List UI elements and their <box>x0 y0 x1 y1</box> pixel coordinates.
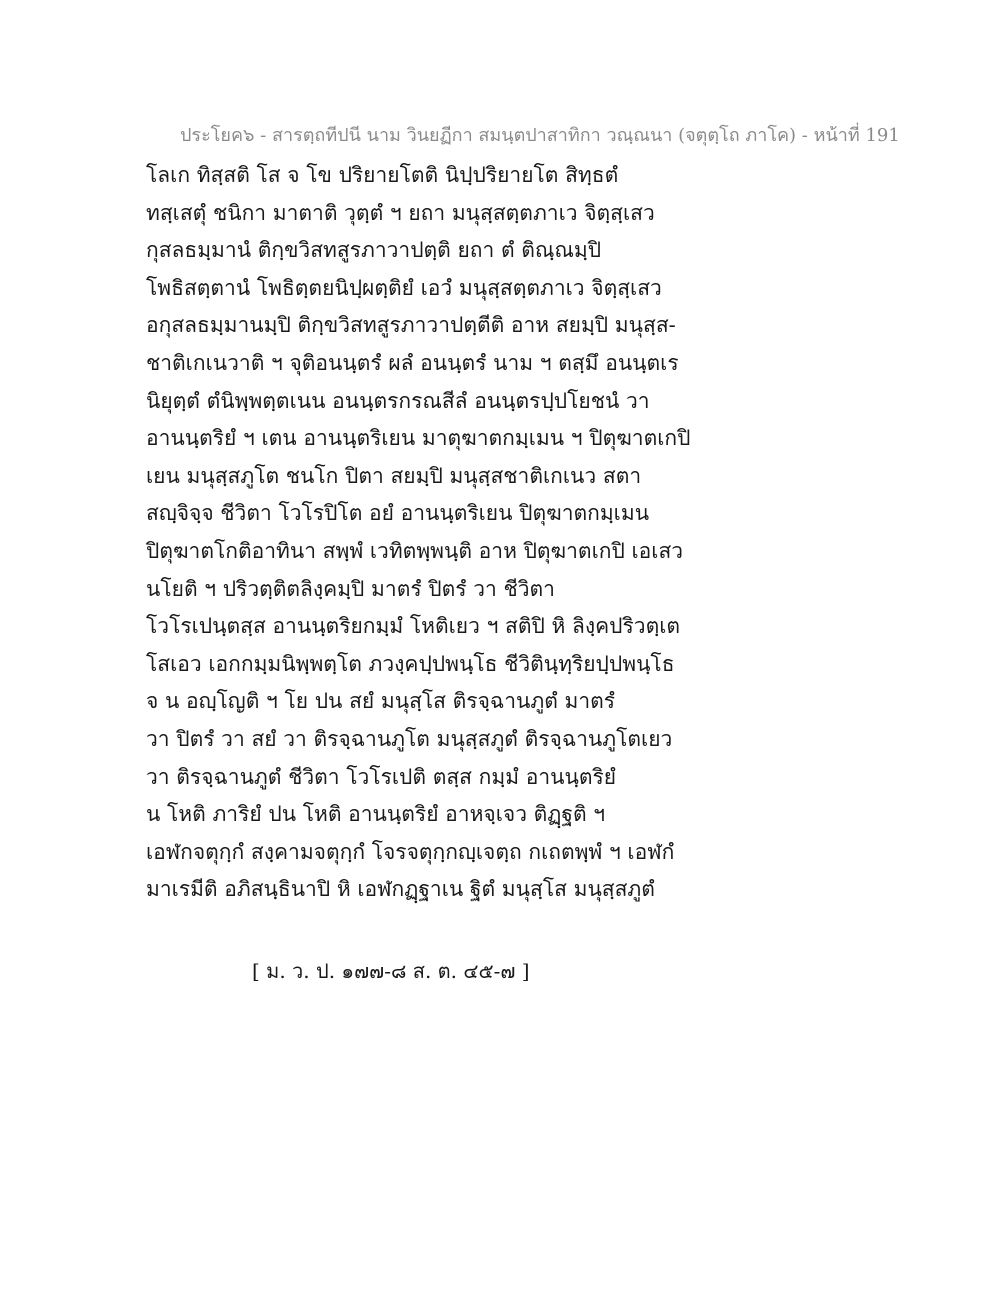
text-line: โสเอว เอกกมฺมนิพฺพตฺโต ภวงฺคปฺปพนฺโธ ชีวิตินฺทฺริยปฺปพนฺโธ <box>146 651 675 676</box>
text-line: อานนฺตริยํ ฯ เตน อานนฺตริเยน มาตุฆาตกมฺเมน ฯ ปิตุฆาตเกปิ <box>146 426 691 451</box>
text-line: ทสฺเสตุํ ชนิกา มาตาติ วุตฺตํ ฯ ยถา มนุสฺสตฺตภาเว จิตฺสฺเสว <box>146 200 655 225</box>
text-line: วา ปิตรํ วา สยํ วา ติรจฺฉานภูโต มนุสฺสภูตํ ติรจฺฉานภูโตเยว <box>146 726 673 751</box>
text-line: ปิตุฆาตโกติอาทินา สพฺพํ เวทิตพฺพนฺติ อาห ปิตุฆาตเกปิ เอเสว <box>146 538 684 563</box>
text-line: กุสลธมฺมานํ ติกฺขวิสทสูรภาวาปตฺติ ยถา ตํ ติณฺณมฺปิ <box>146 238 602 263</box>
text-line: เอฬกจตุกฺกํ สงฺคามจตุกฺกํ โจรจตุกฺกญฺเจตฺถ กเถตพฺพํ ฯ เอฬกํ <box>146 839 675 864</box>
text-line: โพธิสตฺตานํ โพธิตฺตยนิปฺผตฺติยํ เอวํ มนุสฺสตฺตภาเว จิตฺสฺเสว <box>146 275 662 300</box>
text-line: โวโรเปนฺตสฺส อานนฺตริยกมฺมํ โหติเยว ฯ สติปิ หิ ลิงฺคปริวตฺเต <box>146 614 681 639</box>
source-reference: [ ม. ว. ป. ๑๗๗-๘ ส. ต. ๔๕-๗ ] <box>252 959 530 983</box>
body-text <box>146 157 706 909</box>
text-line: สญฺจิจฺจ ชีวิตา โวโรปิโต อยํ อานนฺตริเยน ปิตุฆาตกมฺเมน <box>146 501 650 526</box>
text-line: นโยติ ฯ ปริวตฺติตลิงฺคมฺปิ มาตรํ ปิตรํ วา ชีวิตา <box>146 576 555 601</box>
text-line: มาเรมีติ อภิสนฺธินาปิ หิ เอฬกฏฺฐาเน ฐิตํ มนุสฺโส มนุสฺสภูตํ <box>146 877 655 902</box>
text-line: นิยุตฺตํ ตํนิพฺพตฺตเนน อนนฺตรกรณสีลํ อนนฺตรปฺปโยชนํ วา <box>146 388 650 413</box>
text-line: วา ติรจฺฉานภูตํ ชีวิตา โวโรเปติ ตสฺส กมฺมํ อานนฺตริยํ <box>146 764 617 789</box>
text-line: โลเก ทิสฺสติ โส จ โข ปริยายโตติ นิปฺปริยายโต สิทฺธตํ <box>146 163 619 187</box>
text-line: น โหติ ภาริยํ ปน โหติ อานนฺตริยํ อาหจฺเจว ติฏฺฐติ ฯ <box>146 802 606 827</box>
text-line: เยน มนุสฺสภูโต ชนโก ปิตา สยมฺปิ มนุสฺสชาติเกเนว สตา <box>146 463 642 488</box>
text-line: อกุสลธมฺมานมฺปิ ติกฺขวิสทสูรภาวาปตฺตีติ อาห สยมฺปิ มนุสฺส- <box>146 313 676 338</box>
text-line: ชาติเกเนวาติ ฯ จุติอนนฺตรํ ผลํ อนนฺตรํ นาม ฯ ตสฺมึ อนนฺตเร <box>146 350 679 375</box>
page-header: ประโยค๖ - สารตฺถทีปนี นาม วินยฏีกา สมนฺตปาสาทิกา วณฺณนา (จตุตฺโถ ภาโค) - หน้าที่ 191 <box>180 125 900 146</box>
text-line: จ น อญฺโญติ ฯ โย ปน สยํ มนุสฺโส ติรจฺฉานภูตํ มาตรํ <box>146 689 616 714</box>
